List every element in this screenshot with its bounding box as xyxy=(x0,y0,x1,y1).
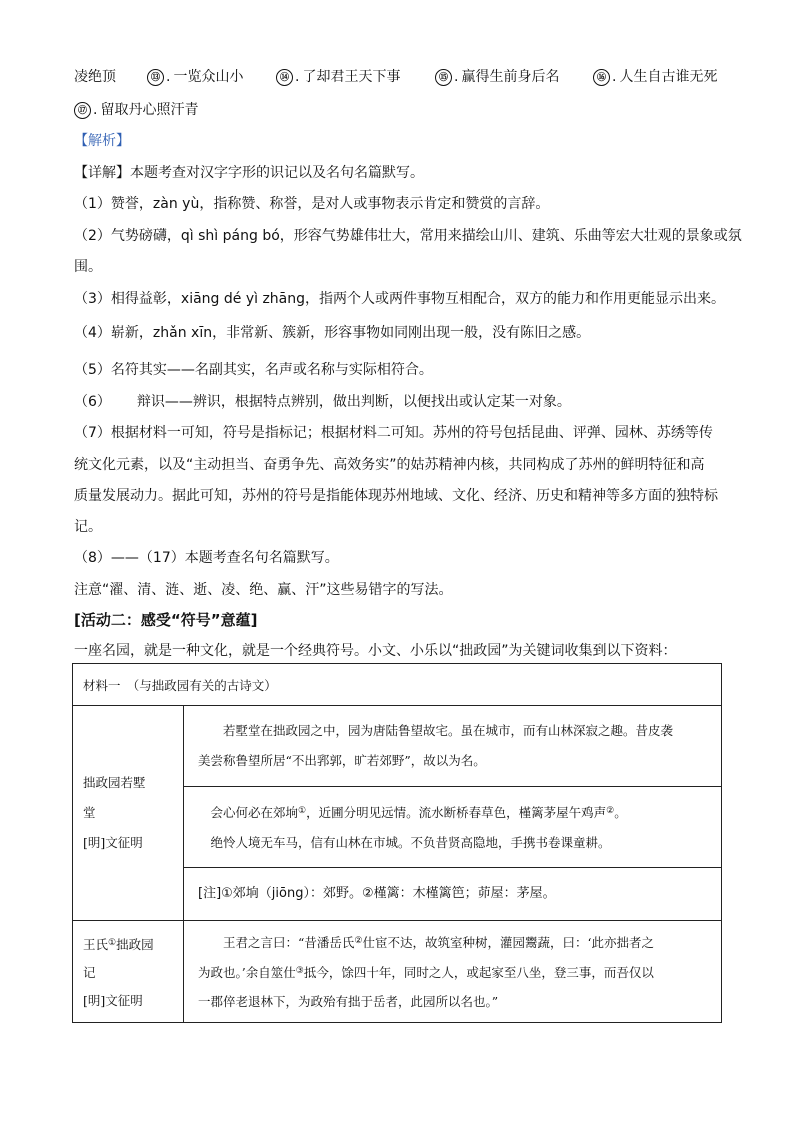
essay-title: 王氏①拙政园 记 [明]文征明 xyxy=(73,921,184,1023)
activity-title: [活动二：感受“符号”意蕴] xyxy=(74,611,258,629)
poem-1-title: 拙政园若墅 堂 [明]文征明 xyxy=(73,706,184,921)
answer-16: ⑯ . 人生自古谁无死 xyxy=(593,66,717,86)
answer-17: ⑰ . 留取丹心照汗青 xyxy=(74,99,198,119)
item-8: （8）——（17）本题考查名句名篇默写。 xyxy=(74,550,339,566)
poem-1-preface: 若墅堂在拙政园之中，园为唐陆鲁望故宅。虽在城市，而有山林深寂之趣。昔皮袭 美尝称鲁望所居“不出郛郭，旷若郊野”，故以为名。 xyxy=(184,706,722,787)
poem-1-verse: 会心何必在郊垧①，近圃分明见远情。流水断桥春草色，槿篱茅屋午鸡声②。 绝怜人境无车马，信有山林在市城。不负昔贤高隐地，手携书卷课童耕。 xyxy=(184,787,722,868)
poem-1-note: [注]①郊垧（jiōng）：郊野。②槿篱：木槿篱笆；茆屋：茅屋。 xyxy=(184,868,722,921)
circled-number: ⑭ xyxy=(276,69,293,86)
essay-text: 王君之言曰：“昔潘岳氏②仕宦不达，故筑室种树，灌园鬻蔬，曰：‘此亦拙者之 为政也。’余自筮仕③抵今，馀四十年，同时之人，或起家至八坐，登三事，而吾仅以 一郡倅老退林下，为政殆有拙于岳者，此园所以名也。” xyxy=(184,921,722,1023)
detail-heading: 【详解】本题考查对汉字字形的识记以及名句名篇默写。 xyxy=(74,165,424,181)
item-7-line-4: 记。 xyxy=(74,519,102,535)
circled-number: ⑯ xyxy=(593,69,610,86)
material-header: 材料一 （与拙政园有关的古诗文） xyxy=(73,664,722,706)
item-7-line-2: 统文化元素，以及“主动担当、奋勇争先、高效务实”的姑苏精神内核，共同构成了苏州的鲜明特征和高 xyxy=(74,457,705,473)
item-1: （1）赞誉，zàn yù，指称赞、称誉，是对人或事物表示肯定和赞赏的言辞。 xyxy=(74,196,550,212)
item-5: （5）名符其实——名副其实，名声或名称与实际相符合。 xyxy=(74,362,433,378)
item-7-line-1: （7）根据材料一可知，符号是指标记；根据材料二可知。苏州的符号包括昆曲、评弹、园林、苏绣等传 xyxy=(74,425,713,441)
item-2-line-2: 围。 xyxy=(74,259,102,275)
item-2-line-1: （2）气势磅礴，qì shì páng bó，形容气势雄伟壮大，常用来描绘山川、建筑、乐曲等宏大壮观的景象或氛 xyxy=(74,228,742,244)
intro-text: 一座名园，就是一种文化，就是一个经典符号。小文、小乐以“拙政园”为关键词收集到以下资料： xyxy=(74,643,677,659)
item-6: （6） 辩识——辨识，根据特点辨别，做出判断，以便找出或认定某一对象。 xyxy=(74,394,571,410)
material-table xyxy=(72,663,722,1023)
answer-13: ⑬ . 一览众山小 xyxy=(147,66,243,86)
circled-number: ⑮ xyxy=(435,69,452,86)
item-4: （4）崭新，zhǎn xīn，非常新、簇新，形容事物如同刚出现一般，没有陈旧之感。 xyxy=(74,325,591,341)
analysis-label: 【解析】 xyxy=(74,133,130,149)
circled-number: ⑰ xyxy=(74,102,91,119)
answer-12: 凌绝顶 xyxy=(74,69,116,85)
circled-number: ⑬ xyxy=(147,69,164,86)
item-3: （3）相得益彰，xiāng dé yì zhāng，指两个人或两件事物互相配合，双方的能力和作用更能显示出来。 xyxy=(74,291,726,307)
answer-14: ⑭ . 了却君王天下事 xyxy=(276,66,400,86)
attention-note: 注意“濯、清、涟、逝、凌、绝、赢、汗”这些易错字的写法。 xyxy=(74,582,453,598)
item-7-line-3: 质量发展动力。据此可知，苏州的符号是指能体现苏州地域、文化、经济、历史和精神等多方面的独特标 xyxy=(74,488,718,504)
answer-15: ⑮ . 赢得生前身后名 xyxy=(435,66,559,86)
